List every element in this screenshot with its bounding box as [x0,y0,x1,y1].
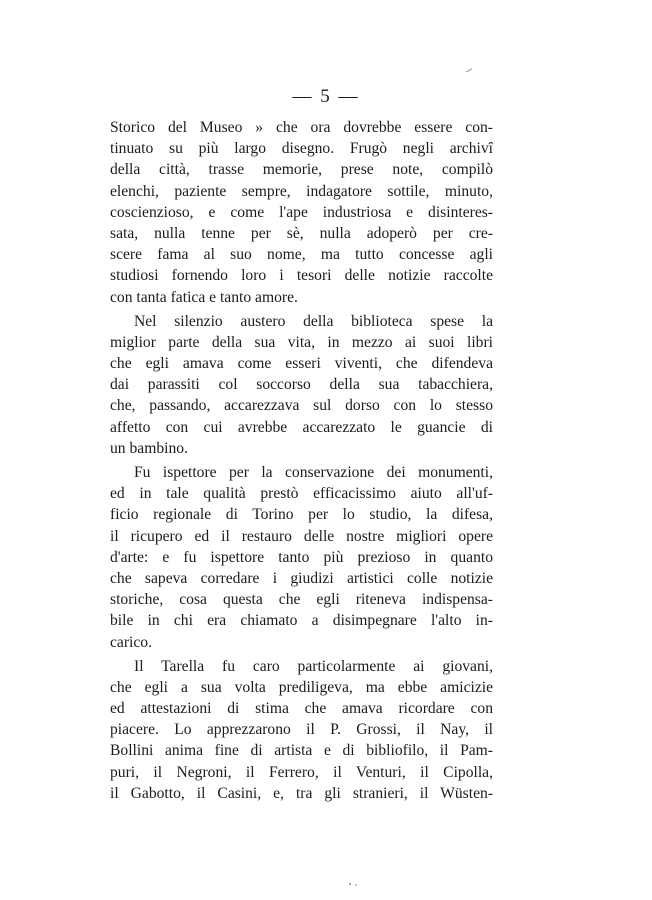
text-line: bile in chi era chiamato a disimpegnare l'alto in- [110,612,493,630]
text-line: puri, il Negroni, il Ferrero, il Venturi, il Cipolla, [110,763,493,781]
text-line: piacere. Lo apprezzarono il P. Grossi, il Nay, il [110,721,493,739]
text-line: affetto con cui avrebbe accarezzato le guancie di [110,418,493,436]
text-line: Il Tarella fu caro particolarmente ai giovani, [134,657,493,675]
text-line: ed attestazioni di stima che amava ricordare con [110,700,493,718]
text-line: Bollini anima fine di artista e di bibliofilo, il Pam- [110,742,493,760]
text-line: con tanta fatica e tanto amore. [110,288,298,306]
speck-mark [349,883,351,885]
text-line: che egli a sua volta prediligeva, ma ebbe amicizie [110,678,493,696]
text-line: che, passando, accarezzava sul dorso con lo stesso [110,397,493,415]
text-line: elenchi, paziente sempre, indagatore sottile, minuto, [110,182,493,200]
text-line: della città, trasse memorie, prese note, compilò [110,161,493,179]
text-line: d'arte: e fu ispettore tanto più prezioso in quanto [110,548,493,566]
text-line: scere fama al suo nome, ma tutto concesse agli [110,246,493,264]
text-line: dai parassiti col soccorso della sua tabacchiera, [110,376,493,394]
text-line: ficio regionale di Torino per lo studio, la difesa, [110,506,493,524]
text-line: storiche, cosa questa che egli riteneva indispensa- [110,591,493,609]
text-line: che sapeva corredare i giudizi artistici colle notizie [110,569,493,587]
text-line: il ricupero ed il restauro delle nostre migliori opere [110,527,493,545]
text-line: il Gabotto, il Casini, e, tra gli stranieri, il Wüsten- [110,784,493,802]
text-line: un bambino. [110,439,188,457]
speck-mark [466,69,472,72]
speck-mark [355,884,357,886]
text-line: tinuato su più largo disegno. Frugò negli archivî [110,140,493,158]
page-number: — 5 — [292,86,360,107]
text-line: carico. [110,633,152,651]
text-line: studiosi fornendo loro i tesori delle notizie raccolte [110,267,493,285]
text-line: sata, nulla tenne per sè, nulla adoperò per cre- [110,224,493,242]
text-line: che egli amava come esseri viventi, che difendeva [110,355,493,373]
text-line: miglior parte della sua vita, in mezzo ai suoi libri [110,333,493,351]
text-line: Storico del Museo » che ora dovrebbe essere con- [110,119,493,136]
text-line: Fu ispettore per la conservazione dei monumenti, [134,464,493,481]
text-line: Nel silenzio austero della biblioteca spese la [134,312,493,330]
text-line: coscienzioso, e come l'ape industriosa e disinteres- [110,203,493,221]
text-line: ed in tale qualità prestò efficacissimo aiuto all'uf- [110,485,493,503]
